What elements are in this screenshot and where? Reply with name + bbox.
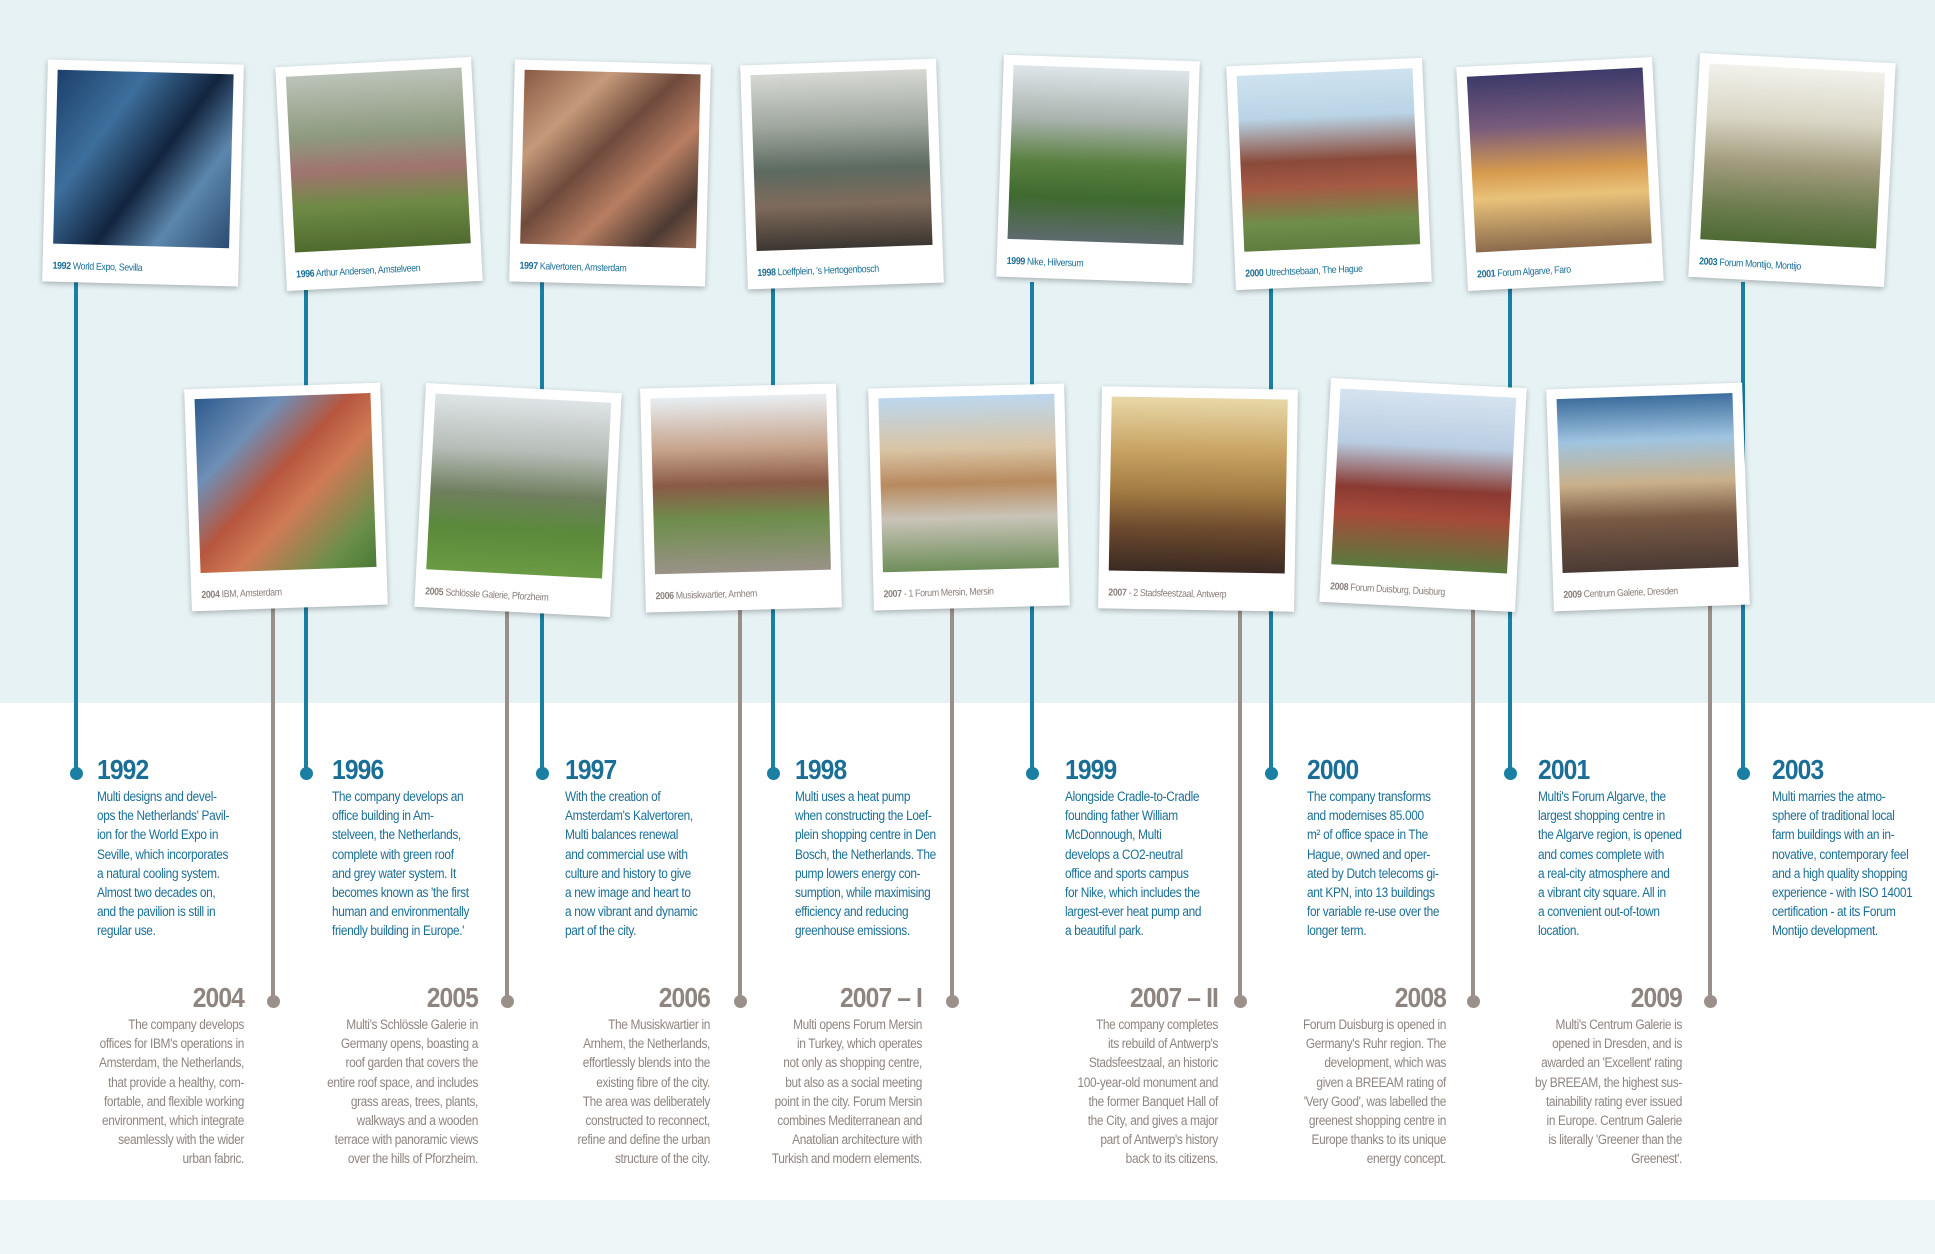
photo-caption-2007b: 2007 - 2 Stadsfeestzaal, Antwerp — [1108, 587, 1227, 601]
milestone-1992 — [97, 755, 297, 941]
milestone-year: 1996 — [332, 754, 384, 785]
milestone-description: Multi's Forum Algarve, the largest shopping centre in the Algarve region, is opened and comes complete with a real-city atmosphere and a vibrant city square. All in a convenient out-of-town location. — [1538, 789, 1682, 939]
photo-card-2005 — [414, 383, 621, 617]
milestone-year: 2005 — [426, 982, 478, 1013]
milestone-2007a — [722, 983, 922, 1169]
timeline-dot-1996 — [300, 767, 313, 780]
photo-card-2006 — [640, 383, 842, 612]
photo-card-2008 — [1319, 378, 1526, 612]
milestone-2009 — [1482, 983, 1682, 1169]
milestone-year: 2001 — [1538, 754, 1590, 785]
milestone-year: 2007 – I — [839, 982, 922, 1013]
milestone-year: 2009 — [1630, 982, 1682, 1013]
milestone-description: The company completes its rebuild of Antwerp's Stadsfeestzaal, an historic 100-year-old monument and the former Banquet Hall of the City, and gives a major part of Antwerp's history back to its citizens. — [1077, 1017, 1218, 1167]
milestone-description: Alongside Cradle-to-Cradle founding father William McDonnough, Multi develops a CO2-neutral office and sports campus for Nike, which includes the largest-ever heat pump and a beautiful park. — [1065, 789, 1202, 939]
milestone-1997 — [565, 755, 765, 941]
photo-caption-1992: 1992 World Expo, Sevilla — [52, 260, 143, 275]
milestone-2001 — [1538, 755, 1738, 941]
milestone-description: Multi opens Forum Mersin in Turkey, which operates not only as shopping centre, but also as a social meeting point in the city. Forum Mersin combines Mediterranean and Anatolian architecture with Turkish and modern elements. — [771, 1017, 922, 1167]
bottom-background-band — [0, 1200, 1935, 1254]
milestone-2005 — [278, 983, 478, 1169]
photo-caption-2003: 2003 Forum Montijo, Montijo — [1698, 256, 1802, 273]
milestone-description: With the creation of Amsterdam's Kalvertoren, Multi balances renewal and commercial use with culture and history to give a new image and heart to a now vibrant and dynamic part of the city. — [565, 789, 698, 939]
milestone-year: 1992 — [97, 754, 149, 785]
photo-caption-2007a: 2007 - 1 Forum Mersin, Mersin — [883, 586, 994, 601]
photo-card-2004 — [184, 383, 388, 612]
building-photo-2007b — [1109, 396, 1288, 573]
building-photo-2005 — [426, 394, 611, 579]
milestone-year: 1998 — [795, 754, 847, 785]
photo-caption-2005: 2005 Schlössle Galerie, Pforzheim — [424, 586, 549, 604]
building-photo-1999 — [1008, 65, 1190, 245]
building-photo-1996 — [286, 68, 471, 253]
milestone-description: Multi uses a heat pump when constructing the Loef- plein shopping centre in Den Bosch, the Netherlands. The pump lowers energy con- sumption, while maximising efficiency and reducing greenhouse emissions. — [795, 789, 936, 939]
milestone-2004 — [44, 983, 244, 1169]
timeline-dot-2007a — [946, 995, 959, 1008]
photo-caption-1996: 1996 Arthur Andersen, Amstelveen — [295, 262, 421, 281]
milestone-year: 2004 — [192, 982, 244, 1013]
timeline-dot-1998 — [767, 767, 780, 780]
photo-card-2009 — [1546, 383, 1750, 612]
milestone-2000 — [1307, 755, 1507, 941]
photo-card-2003 — [1688, 53, 1895, 287]
photo-card-2007a — [868, 383, 1070, 610]
milestone-year: 2000 — [1307, 754, 1359, 785]
photo-caption-1998: 1998 Loeffplein, 's Hertogenbosch — [757, 263, 880, 280]
photo-card-1999 — [996, 55, 1200, 284]
milestone-description: Multi marries the atmo- sphere of traditional local farm buildings with an in- novative, contemporary feel and a high quality shopping experience - with ISO 14001 certification - at its Forum Montijo development. — [1772, 789, 1913, 939]
photo-caption-1999: 1999 Nike, Hilversum — [1006, 255, 1084, 270]
photo-caption-2004: 2004 IBM, Amsterdam — [201, 587, 282, 602]
timeline-dot-1992 — [70, 767, 83, 780]
milestone-description: Multi's Centrum Galerie is opened in Dresden, and is awarded an 'Excellent' rating by BREEAM, the highest sus- tainability rating ever issued in Europe. Centrum Galerie is literally 'Greener than the Greenest'. — [1535, 1017, 1682, 1167]
milestone-year: 2006 — [658, 982, 710, 1013]
timeline-dot-2003 — [1737, 767, 1750, 780]
building-photo-2008 — [1331, 389, 1516, 574]
photo-card-2000 — [1226, 58, 1432, 290]
photo-card-1998 — [740, 59, 944, 290]
milestone-description: The company develops an office building in Am- stelveen, the Netherlands, complete with green roof and grey water system. It becomes known as 'the first human and environmentally friendly building in Europe.' — [332, 789, 470, 939]
photo-caption-2006: 2006 Musiskwartier, Arnhem — [655, 588, 758, 603]
photo-caption-1997: 1997 Kalvertoren, Amsterdam — [519, 260, 627, 275]
milestone-year: 2007 – II — [1130, 982, 1218, 1013]
milestone-description: Forum Duisburg is opened in Germany's Ruhr region. The development, which was given a BREEAM rating of 'Very Good', was labelled the greenest shopping centre in Europe thanks to its unique energy concept. — [1302, 1017, 1446, 1167]
building-photo-2001 — [1467, 68, 1652, 253]
photo-caption-2009: 2009 Centrum Galerie, Dresden — [1563, 586, 1679, 602]
milestone-year: 1997 — [565, 754, 617, 785]
building-photo-2007a — [878, 394, 1058, 573]
building-photo-2000 — [1237, 68, 1421, 252]
photo-caption-2001: 2001 Forum Algarve, Faro — [1476, 264, 1572, 281]
milestone-1999 — [1065, 755, 1265, 941]
milestone-year: 2008 — [1394, 982, 1446, 1013]
milestone-2006 — [510, 983, 710, 1169]
milestone-year: 2003 — [1772, 754, 1824, 785]
milestone-2007b — [1018, 983, 1218, 1169]
building-photo-1997 — [520, 70, 700, 249]
milestone-year: 1999 — [1065, 754, 1117, 785]
timeline-dot-2009 — [1704, 995, 1717, 1008]
milestone-2003 — [1772, 755, 1932, 941]
timeline-stem-1992 — [74, 282, 78, 772]
milestone-2008 — [1246, 983, 1446, 1169]
milestone-description: The company transforms and modernises 85.000 m² of office space in The Hague, owned and oper- ated by Dutch telecoms gi- ant KPN, into 13 buildings for variable re-use over the longer term. — [1307, 789, 1440, 939]
milestone-description: The Musiskwartier in Arnhem, the Netherlands, effortlessly blends into the existing fibre of the city. The area was deliberately constructed to reconnect, refine and define the urban structure of the city. — [577, 1017, 710, 1167]
building-photo-1998 — [750, 69, 932, 251]
building-photo-2004 — [195, 393, 377, 573]
building-photo-2009 — [1557, 393, 1739, 573]
milestone-1998 — [795, 755, 995, 941]
milestone-description: Multi designs and devel- ops the Netherlands' Pavil- ion for the World Expo in Seville, which incorporates a natural cooling system. Almost two decades on, and the pavilion is still in regular use. — [97, 789, 230, 939]
timeline-dot-1997 — [536, 767, 549, 780]
building-photo-1992 — [53, 70, 233, 249]
photo-card-1996 — [275, 57, 482, 291]
photo-card-2001 — [1456, 57, 1663, 291]
milestone-description: The company develops offices for IBM's operations in Amsterdam, the Netherlands, that provide a healthy, com- fortable, and flexible working environment, which integrate seamlessly with the wider urban fabric. — [98, 1017, 245, 1167]
building-photo-2003 — [1700, 64, 1885, 249]
photo-caption-2008: 2008 Forum Duisburg, Duisburg — [1329, 581, 1446, 599]
timeline-dot-1999 — [1026, 767, 1039, 780]
photo-card-2007b — [1098, 386, 1298, 611]
building-photo-2006 — [650, 394, 831, 575]
milestone-description: Multi's Schlössle Galerie in Germany opens, boasting a roof garden that covers the entire roof space, and includes grass areas, trees, plants, walkways and a wooden terrace with panoramic views over the hills of Pforzheim. — [327, 1017, 478, 1167]
photo-card-1997 — [509, 59, 711, 286]
timeline-dot-2008 — [1467, 995, 1480, 1008]
timeline-dot-2000 — [1265, 767, 1278, 780]
milestone-1996 — [332, 755, 532, 941]
photo-card-1992 — [42, 59, 244, 286]
photo-caption-2000: 2000 Utrechtsebaan, The Hague — [1245, 263, 1363, 280]
